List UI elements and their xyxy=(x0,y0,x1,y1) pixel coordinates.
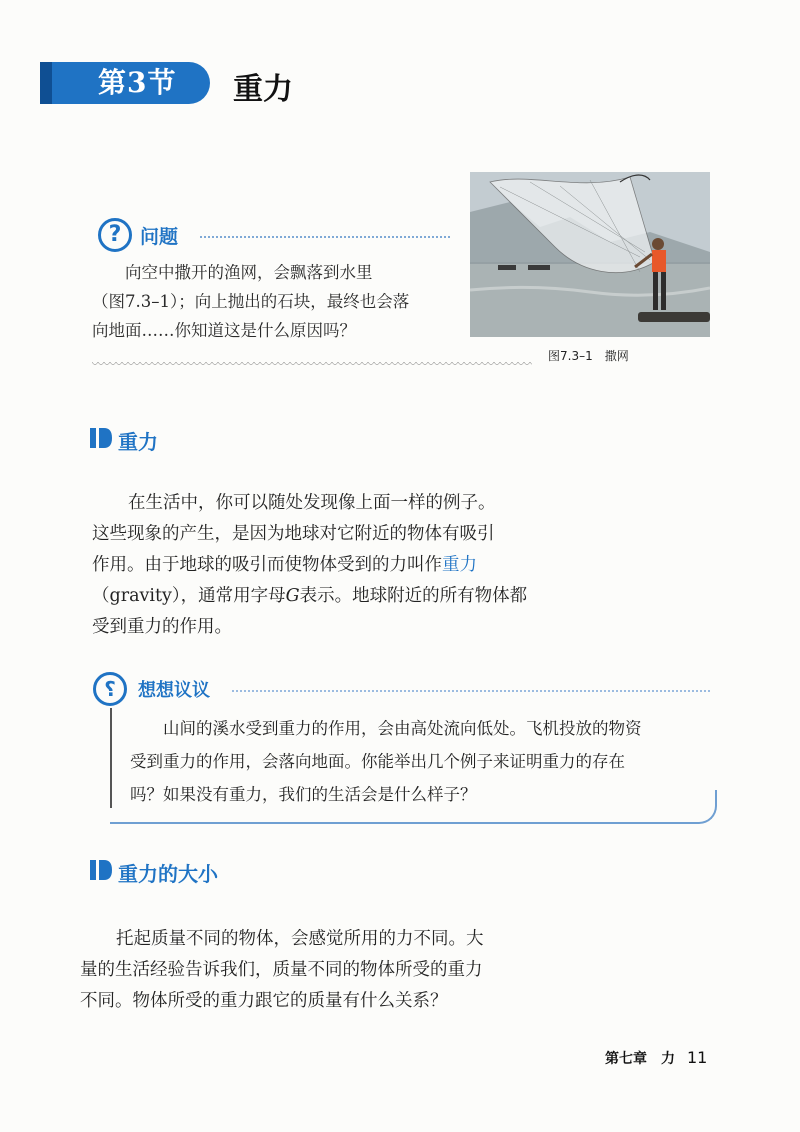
subsection-title-gravity-magnitude: 重力的大小 xyxy=(118,862,218,886)
question-icon: ? xyxy=(98,218,132,252)
section-number: 第3节 xyxy=(98,66,177,99)
fisherman-casting-net-photo xyxy=(470,172,710,337)
discussion-divider xyxy=(232,690,710,692)
text-fragment: 作用。由于地球的吸引而使物体受到的力叫作 xyxy=(92,555,442,575)
problem-divider xyxy=(200,236,450,238)
section-title: 重力 xyxy=(233,72,293,107)
problem-line: 向空中撒开的渔网，会飘落到水里 xyxy=(125,263,373,282)
text-fragment: （gravity），通常用字母 xyxy=(92,586,286,606)
chapter-label: 第七章 力 xyxy=(605,1051,675,1067)
photo-illustration xyxy=(470,172,710,337)
symbol-g: G xyxy=(285,586,300,606)
discussion-line: 山间的溪水受到重力的作用，会由高处流向低处。飞机投放的物资 xyxy=(163,719,642,738)
paragraph-line: 托起质量不同的物体，会感觉所用的力不同。大 xyxy=(116,929,484,949)
gravity-paragraph xyxy=(92,488,552,643)
paragraph-line: 受到重力的作用。 xyxy=(92,617,232,637)
paragraph-line: 在生活中，你可以随处发现像上面一样的例子。 xyxy=(128,493,496,513)
section-tab-edge xyxy=(40,62,52,104)
subsection-marker-icon xyxy=(90,860,112,880)
page-footer xyxy=(605,1048,707,1068)
discussion-label: 想想议议 xyxy=(138,680,210,701)
problem-label: 问题 xyxy=(140,226,179,248)
think-discuss-icon: ⸮ xyxy=(93,672,127,706)
problem-line: 向地面……你知道这是什么原因吗？ xyxy=(92,321,356,340)
paragraph-line xyxy=(92,581,552,612)
paragraph-line: 不同。物体所受的重力跟它的质量有什么关系？ xyxy=(80,991,448,1011)
problem-line: （图7.3–1）；向上抛出的石块，最终也会落 xyxy=(92,292,410,311)
page-number: 11 xyxy=(687,1048,708,1067)
discussion-line: 受到重力的作用，会落向地面。你能举出几个例子来证明重力的存在 xyxy=(130,752,625,771)
figure-caption: 图7.3–1 撒网 xyxy=(548,349,629,363)
magnitude-paragraph xyxy=(80,924,550,1017)
paragraph-line: 这些现象的产生，是因为地球对它附近的物体有吸引 xyxy=(92,524,495,544)
discussion-line: 吗？如果没有重力，我们的生活会是什么样子？ xyxy=(130,785,477,804)
subsection-marker-icon xyxy=(90,428,112,448)
paragraph-line: 量的生活经验告诉我们，质量不同的物体所受的重力 xyxy=(80,960,483,980)
text-fragment: 表示。地球附近的所有物体都 xyxy=(299,586,528,606)
subsection-title-gravity: 重力 xyxy=(118,430,158,454)
section-number-tab xyxy=(40,62,210,104)
paragraph-line xyxy=(92,550,552,581)
problem-text xyxy=(92,258,452,345)
discussion-text xyxy=(130,712,710,811)
wavy-divider xyxy=(92,362,532,368)
term-gravity: 重力 xyxy=(442,555,477,575)
